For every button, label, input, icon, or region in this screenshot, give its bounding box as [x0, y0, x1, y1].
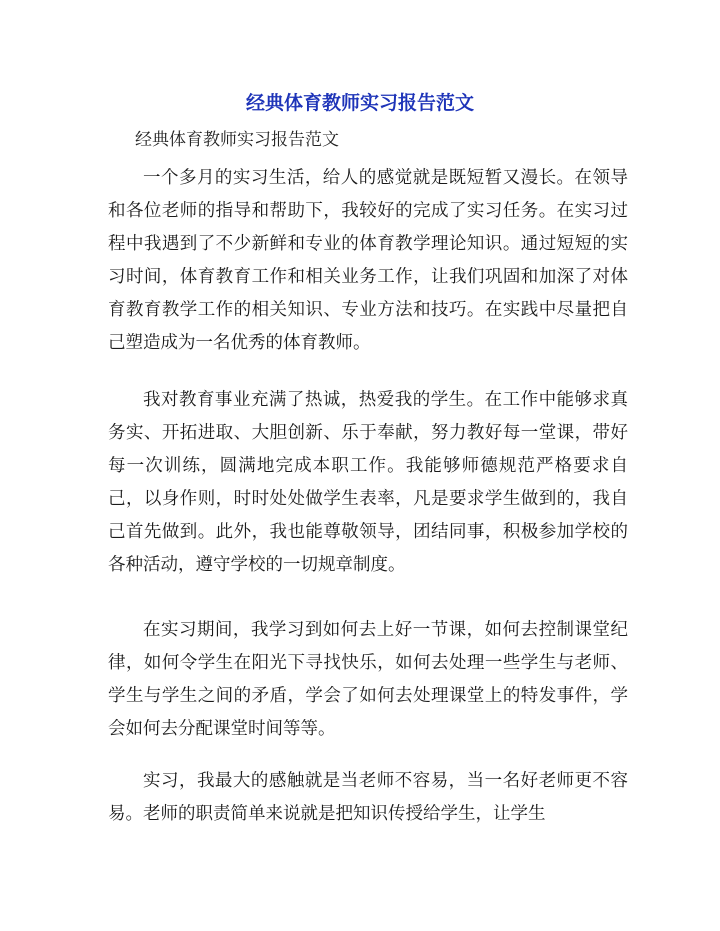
paragraph-2: 我对教育事业充满了热诚，热爱我的学生。在工作中能够求真务实、开拓进取、大胆创新、乐于奉献，努力教好每一堂课，带好每一次训练，圆满地完成本职工作。我能够师德规范严格要求自己，以身作则，时时处处做学生表率，凡是要求学生做到的，我自己首先做到。此外，我也能尊敬领导，团结同事，积极参加学校的各种活动，遵守学校的一切规章制度。: [108, 390, 628, 575]
paragraph-1: 一个多月的实习生活，给人的感觉就是既短暂又漫长。在领导和各位老师的指导和帮助下，我较好的完成了实习任务。在实习过程中我遇到了不少新鲜和专业的体育教学理论知识。通过短短的实习时间，体育教育工作和相关业务工作，让我们巩固和加深了对体育教育教学工作的相关知识、专业方法和技巧。在实践中尽量把自己塑造成为一名优秀的体育教师。: [108, 168, 628, 353]
document-title: 经典体育教师实习报告范文: [245, 92, 474, 114]
document-subtitle: 经典体育教师实习报告范文: [135, 130, 339, 150]
paragraph-4: 实习，我最大的感触就是当老师不容易，当一名好老师更不容易。老师的职责简单来说就是把知识传授给学生，让学生: [108, 771, 628, 824]
paragraph-3: 在实习期间，我学习到如何去上好一节课，如何去控制课堂纪律，如何令学生在阳光下寻找快乐，如何去处理一些学生与老师、学生与学生之间的矛盾，学会了如何去处理课堂上的特发事件，学会如何去分配课堂时间等等。: [108, 620, 628, 739]
